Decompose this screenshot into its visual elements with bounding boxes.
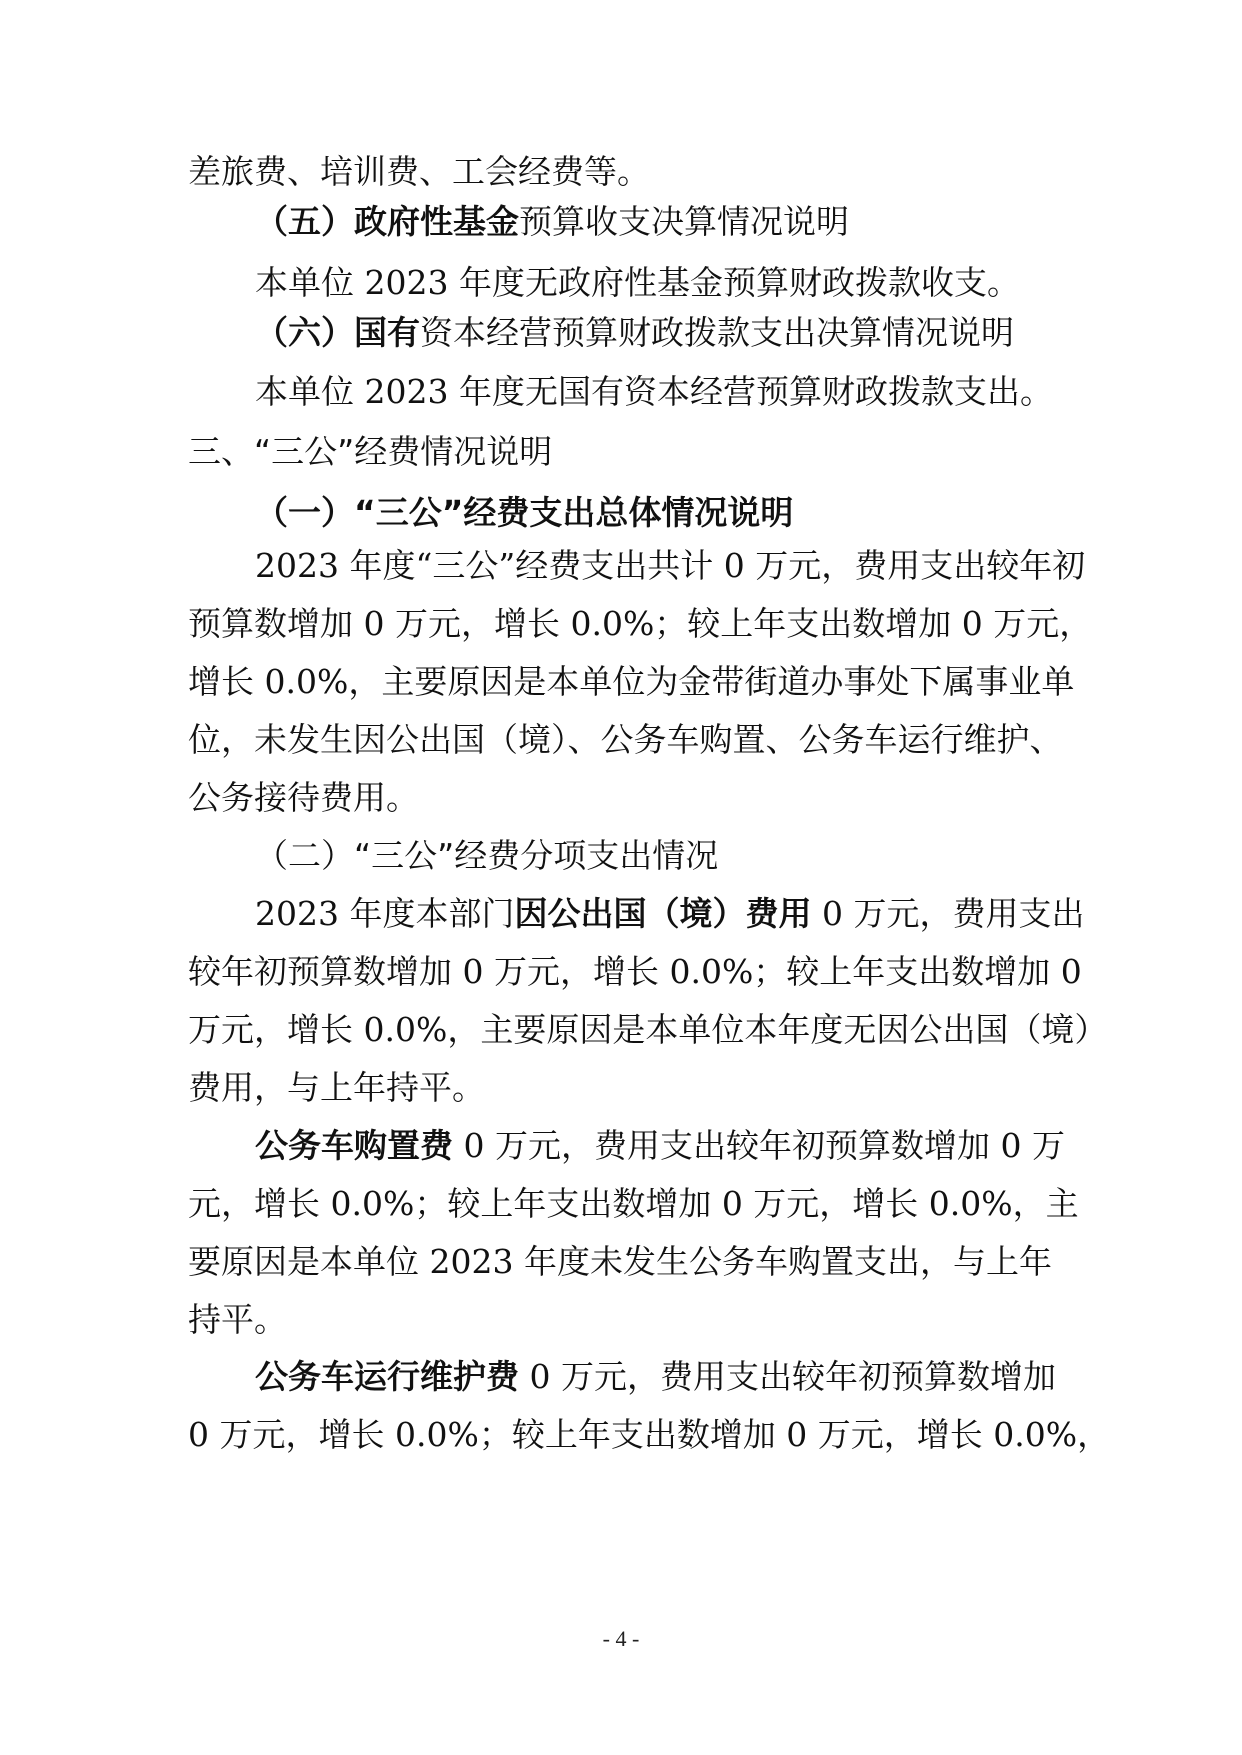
bold-text: （五）政府性基金 bbox=[255, 202, 519, 241]
text-segment: 0 万元，增长 0.0%；较上年支出数增加 0 万元，增长 0.0%， bbox=[188, 1415, 1111, 1454]
text-segment: 增长 0.0%，主要原因是本单位为金带街道办事处下属事业单 bbox=[188, 662, 1075, 701]
text-segment: 三、“三公”经费情况说明 bbox=[188, 432, 553, 471]
text-line bbox=[0, 778, 1242, 818]
text-line bbox=[0, 546, 1242, 586]
text-line bbox=[0, 372, 1242, 412]
text-line bbox=[0, 1242, 1242, 1282]
text-line bbox=[0, 1010, 1242, 1050]
chapter-heading bbox=[0, 432, 1242, 472]
section-heading bbox=[0, 493, 1242, 533]
text-segment: 0 万元，费用支出较年初预算数增加 0 万 bbox=[453, 1126, 1065, 1165]
text-segment: 差旅费、培训费、工会经费等。 bbox=[188, 152, 650, 191]
text-line bbox=[0, 1184, 1242, 1224]
text-line bbox=[0, 720, 1242, 760]
text-segment: 0 万元，费用支出 bbox=[811, 894, 1085, 933]
text-line bbox=[0, 1357, 1242, 1397]
text-line bbox=[0, 263, 1242, 303]
page-number: - 4 - bbox=[602, 1626, 640, 1651]
bold-text: 因公出国（境）费用 bbox=[514, 894, 812, 933]
text-segment: 预算收支决算情况说明 bbox=[519, 202, 849, 241]
text-segment: （二）“三公”经费分项支出情况 bbox=[255, 836, 719, 875]
section-heading bbox=[0, 313, 1242, 353]
bold-text: （一）“三公”经费支出总体情况说明 bbox=[255, 493, 794, 532]
text-segment: 持平。 bbox=[188, 1300, 287, 1339]
text-segment: 较年初预算数增加 0 万元，增长 0.0%；较上年支出数增加 0 bbox=[188, 952, 1082, 991]
section-heading bbox=[0, 836, 1242, 876]
text-segment: 本单位 2023 年度无国有资本经营预算财政拨款支出。 bbox=[255, 372, 1053, 411]
text-segment: 资本经营预算财政拨款支出决算情况说明 bbox=[420, 313, 1014, 352]
text-segment: 2023 年度本部门 bbox=[255, 894, 515, 933]
text-segment: 公务接待费用。 bbox=[188, 778, 419, 817]
text-line bbox=[0, 1068, 1242, 1108]
text-line bbox=[0, 1300, 1242, 1340]
text-segment: 费用，与上年持平。 bbox=[188, 1068, 485, 1107]
text-line bbox=[0, 662, 1242, 702]
text-segment: 预算数增加 0 万元，增长 0.0%；较上年支出数增加 0 万元， bbox=[188, 604, 1093, 643]
text-segment: 要原因是本单位 2023 年度未发生公务车购置支出，与上年 bbox=[188, 1242, 1052, 1281]
text-line bbox=[0, 604, 1242, 644]
text-line bbox=[0, 1415, 1242, 1455]
text-line bbox=[0, 1126, 1242, 1166]
bold-text: 公务车运行维护费 bbox=[255, 1357, 519, 1396]
text-segment: 万元，增长 0.0%，主要原因是本单位本年度无因公出国（境） bbox=[188, 1010, 1108, 1049]
text-segment: 本单位 2023 年度无政府性基金预算财政拨款收支。 bbox=[255, 263, 1020, 302]
text-line bbox=[0, 152, 1242, 192]
bold-text: 公务车购置费 bbox=[255, 1126, 453, 1165]
text-segment: 位，未发生因公出国（境）、公务车购置、公务车运行维护、 bbox=[188, 720, 1063, 759]
text-segment: 元，增长 0.0%；较上年支出数增加 0 万元，增长 0.0%，主 bbox=[188, 1184, 1079, 1223]
text-line bbox=[0, 894, 1242, 934]
text-segment: 2023 年度“三公”经费支出共计 0 万元，费用支出较年初 bbox=[255, 546, 1086, 585]
section-heading bbox=[0, 202, 1242, 242]
text-line bbox=[0, 952, 1242, 992]
bold-text: （六）国有 bbox=[255, 313, 420, 352]
text-segment: 0 万元，费用支出较年初预算数增加 bbox=[519, 1357, 1056, 1396]
